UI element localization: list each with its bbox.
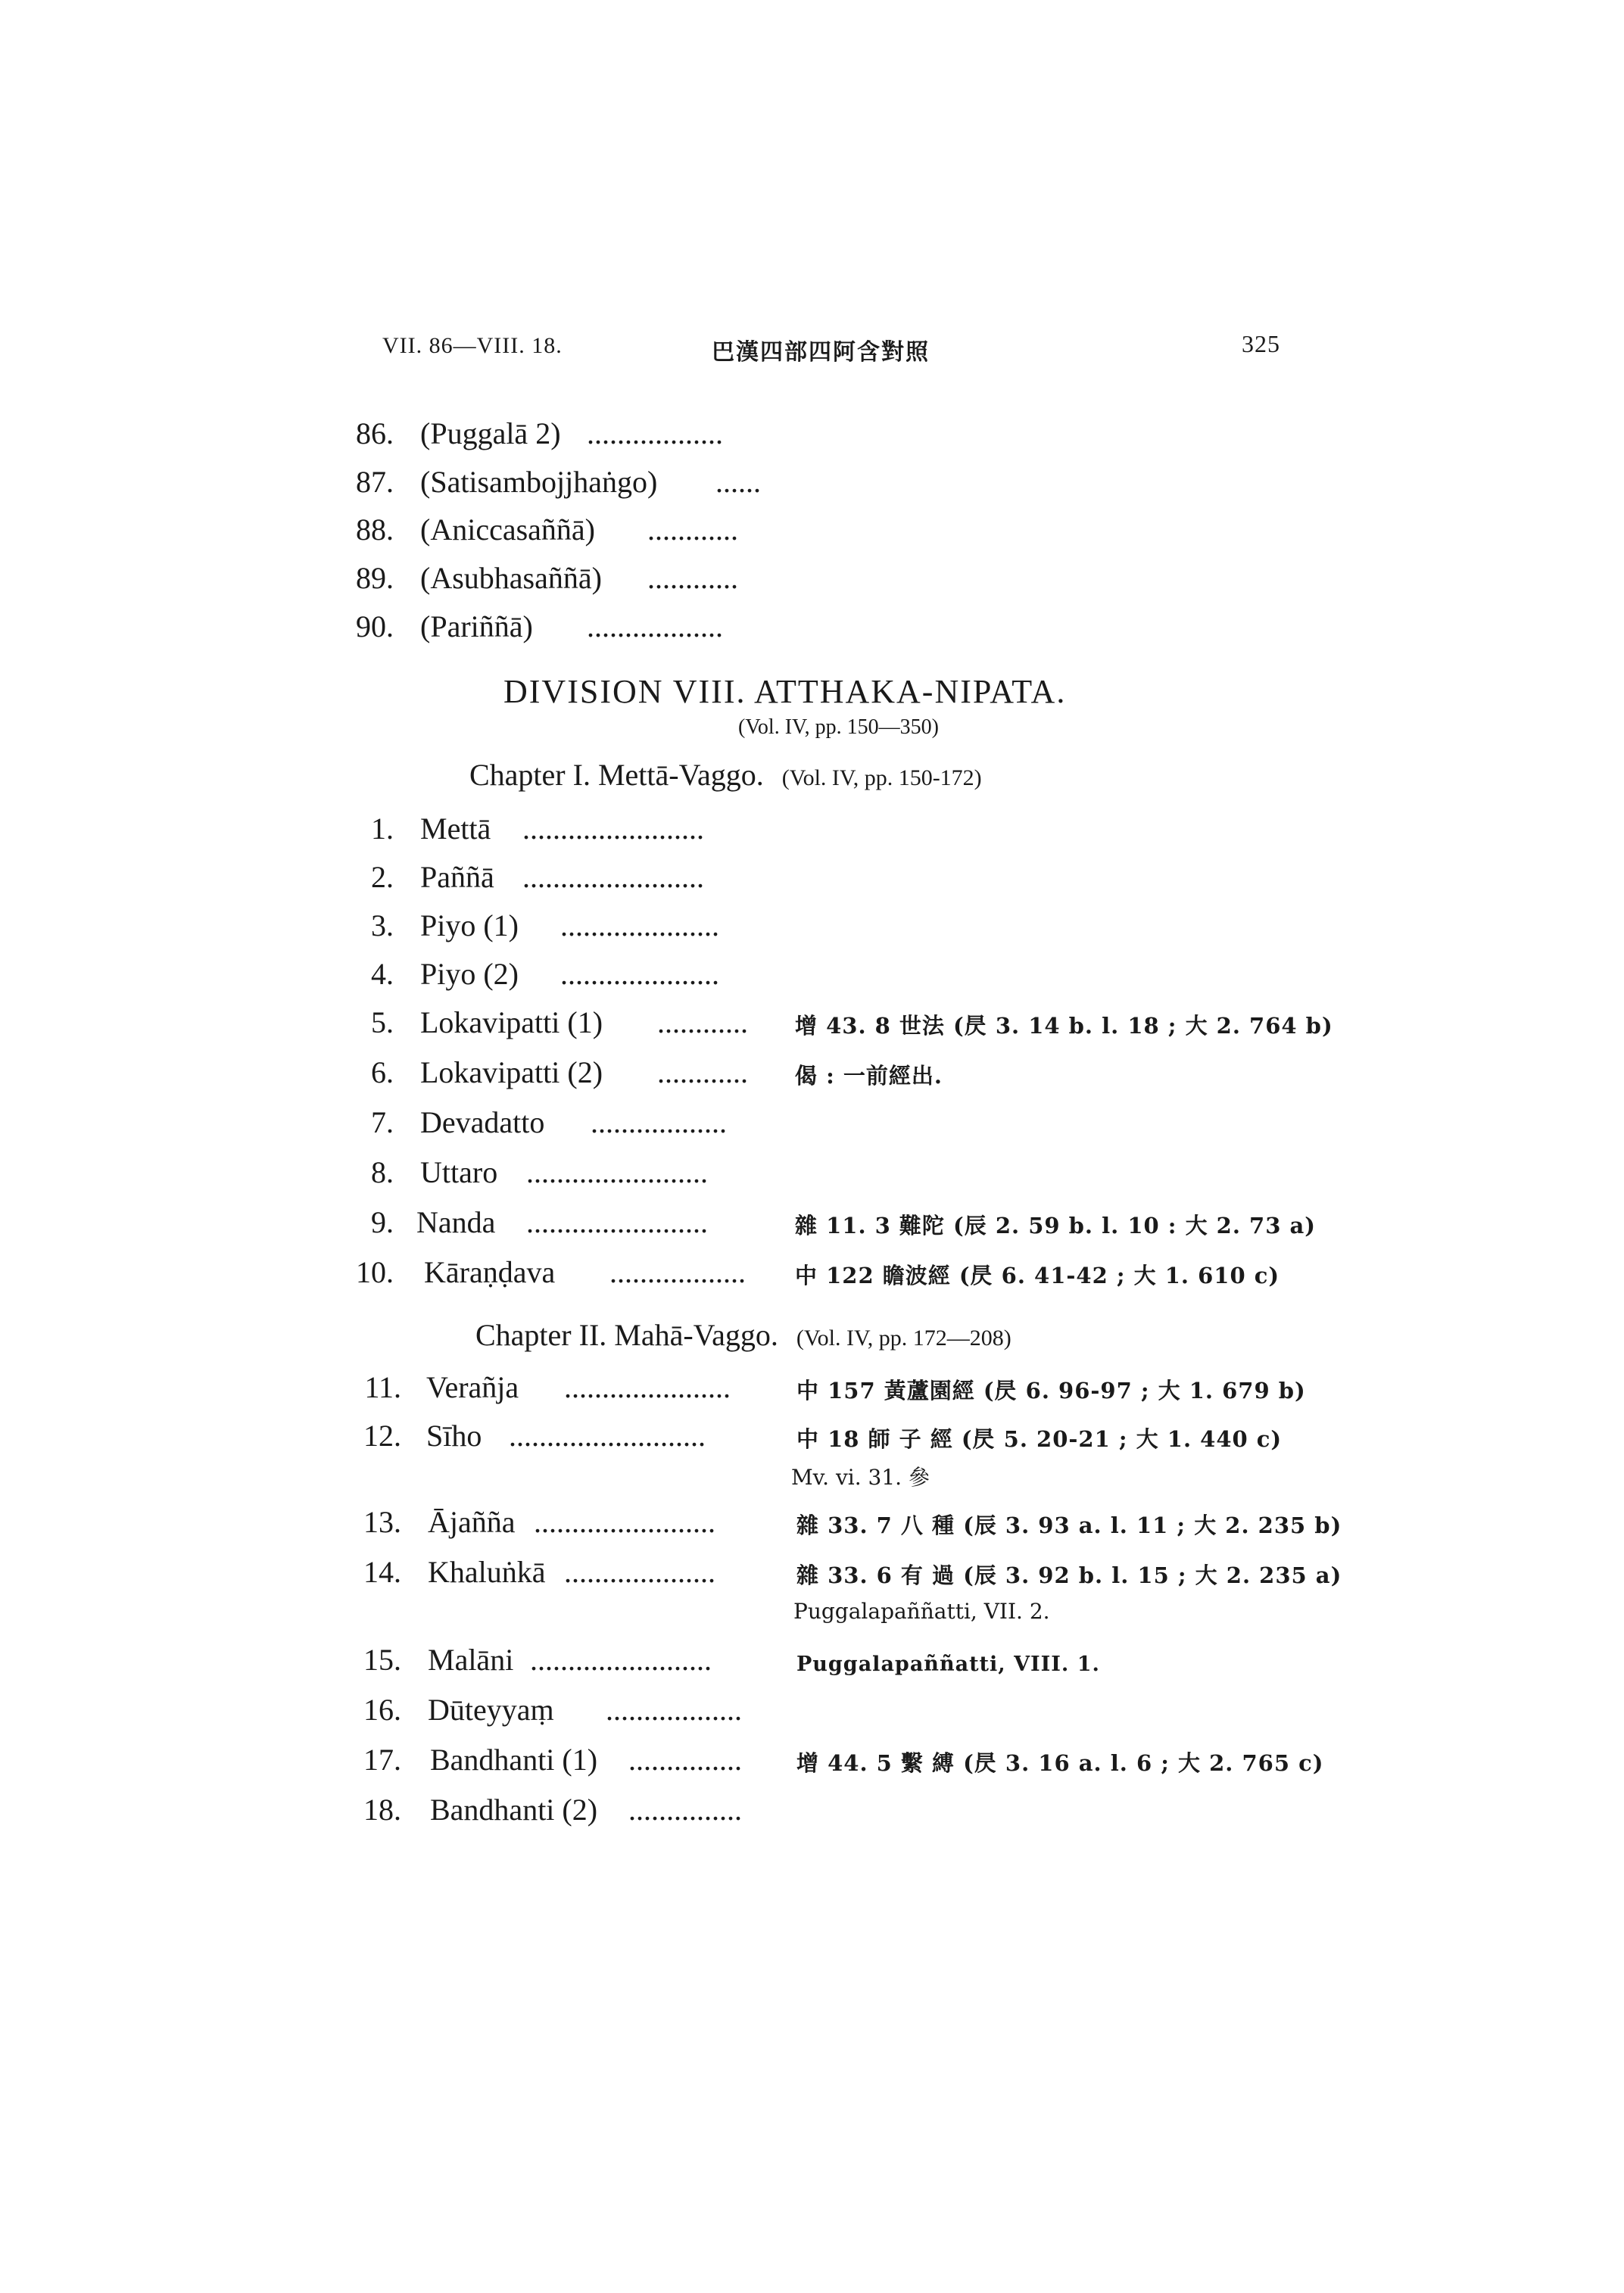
entry-reference: 增 44. 5 繫 縛 (昃 3. 16 a. l. 6 ; 大 2. 765 c): [796, 1750, 1324, 1776]
entry-title: Lokavipatti (1): [420, 1005, 603, 1039]
entry-leader-dots: .....................: [560, 908, 719, 942]
entry-title: Lokavipatti (2): [420, 1055, 603, 1089]
chapter-range: (Vol. IV, pp. 150-172): [781, 765, 982, 790]
entry-title: (Puggalā 2): [420, 416, 561, 450]
entry-leader-dots: ..................: [606, 1693, 742, 1727]
entry-title: Dūteyyaṃ: [428, 1693, 554, 1727]
division-subtitle: (Vol. IV, pp. 150—350): [738, 715, 939, 739]
division-title: DIVISION VIII. ATTHAKA-NIPATA.: [503, 673, 1067, 710]
entry-title: (Asubhasaññā): [420, 561, 602, 595]
running-header-left: VII. 86—VIII. 18.: [382, 333, 563, 358]
entry-leader-dots: ......: [715, 465, 761, 499]
entry-number: 8.: [371, 1155, 394, 1189]
entry-number: 86.: [356, 416, 394, 450]
entry-leader-dots: ......................: [564, 1370, 731, 1404]
entry-leader-dots: ..................: [587, 416, 723, 450]
entry-number: 12.: [363, 1419, 401, 1453]
chapter-range: (Vol. IV, pp. 172—208): [796, 1326, 1011, 1351]
entry-number: 1.: [371, 812, 394, 846]
entry-reference: Puggalapaññatti, VIII. 1.: [796, 1653, 1100, 1676]
entry-number: 16.: [363, 1693, 401, 1727]
entry-number: 14.: [363, 1555, 401, 1589]
entry-number: 3.: [371, 908, 394, 942]
entry-reference: 雜 33. 7 八 種 (辰 3. 93 a. l. 11 ; 大 2. 235 b): [796, 1513, 1342, 1538]
entry-number: 7.: [371, 1105, 394, 1139]
entry-title: Uttaro: [420, 1155, 498, 1189]
entry-title: Malāni: [428, 1643, 514, 1677]
entry-leader-dots: ............: [647, 512, 738, 547]
entry-reference: 雜 11. 3 難陀 (辰 2. 59 b. l. 10 : 大 2. 73 a): [795, 1213, 1317, 1238]
entry-reference: 增 43. 8 世法 (昃 3. 14 b. l. 18 ; 大 2. 764 b): [795, 1013, 1333, 1039]
entry-leader-dots: ..........................: [509, 1419, 706, 1453]
entry-title: Nanda: [416, 1205, 496, 1239]
entry-reference: 中 122 瞻波經 (昃 6. 41-42 ; 大 1. 610 c): [795, 1263, 1280, 1288]
entry-number: 18.: [363, 1793, 401, 1827]
entry-title: Devadatto: [420, 1105, 545, 1139]
entry-number: 13.: [363, 1505, 401, 1539]
entry-leader-dots: .....................: [560, 957, 719, 991]
entry-number: 88.: [356, 512, 394, 547]
entry-title: (Satisambojjhaṅgo): [420, 465, 658, 499]
entry-title: (Pariññā): [420, 609, 533, 643]
entry-number: 5.: [371, 1005, 394, 1039]
entry-reference: 中 157 黃蘆園經 (昃 6. 96-97 ; 大 1. 679 b): [796, 1378, 1306, 1404]
entry-leader-dots: ...............: [628, 1793, 742, 1827]
entry-reference: 雜 33. 6 有 過 (辰 3. 92 b. l. 15 ; 大 2. 235 a): [796, 1562, 1342, 1588]
entry-leader-dots: ........................: [522, 812, 704, 846]
entry-number: 89.: [356, 561, 394, 595]
chapter-heading: [469, 757, 982, 793]
entry-number: 6.: [371, 1055, 394, 1089]
entry-leader-dots: ........................: [534, 1505, 715, 1539]
entry-leader-dots: ............: [647, 561, 738, 595]
entry-leader-dots: ..................: [609, 1255, 746, 1289]
entry-leader-dots: ........................: [530, 1643, 712, 1677]
page-number: 325: [1242, 330, 1280, 357]
entry-title: (Aniccasaññā): [420, 512, 595, 547]
entry-title: Mettā: [420, 812, 491, 846]
cross-reference-note: Puggalapaññatti, VII. 2.: [793, 1599, 1050, 1624]
entry-number: 17.: [363, 1743, 401, 1777]
entry-reference: 偈 : 一前經出.: [795, 1063, 943, 1089]
entry-leader-dots: ............: [657, 1005, 748, 1039]
entry-reference: 中 18 師 子 經 (昃 5. 20-21 ; 大 1. 440 c): [796, 1426, 1283, 1452]
entry-number: 87.: [356, 465, 394, 499]
entry-leader-dots: ...............: [628, 1743, 742, 1777]
entry-leader-dots: ........................: [526, 1205, 708, 1239]
entry-leader-dots: ..................: [591, 1105, 727, 1139]
entry-title: Kāraṇḍava: [424, 1255, 556, 1289]
entry-title: Piyo (1): [420, 908, 519, 942]
entry-title: Bandhanti (1): [430, 1743, 598, 1777]
entry-title: Paññā: [420, 860, 494, 894]
entry-title: Ājañña: [428, 1505, 516, 1539]
entry-leader-dots: ..................: [587, 609, 723, 643]
entry-number: 90.: [356, 609, 394, 643]
entry-title: Khaluṅkā: [428, 1555, 546, 1589]
entry-leader-dots: ........................: [526, 1155, 708, 1189]
entry-title: Bandhanti (2): [430, 1793, 598, 1827]
entry-title: Verañja: [426, 1370, 519, 1404]
running-header-title: 巴漢四部四阿含對照: [712, 339, 930, 366]
entry-leader-dots: ............: [657, 1055, 748, 1089]
chapter-heading: [475, 1317, 1011, 1353]
entry-number: 9.: [371, 1205, 394, 1239]
entry-leader-dots: ........................: [522, 860, 704, 894]
entry-number: 10.: [356, 1255, 394, 1289]
entry-number: 4.: [371, 957, 394, 991]
cross-reference-note: Mv. vi. 31. 參: [791, 1465, 930, 1490]
chapter-title: Chapter I. Mettā-Vaggo.: [469, 758, 764, 792]
entry-number: 2.: [371, 860, 394, 894]
entry-leader-dots: ....................: [564, 1555, 715, 1589]
entry-number: 15.: [363, 1643, 401, 1677]
entry-title: Piyo (2): [420, 957, 519, 991]
entry-title: Sīho: [426, 1419, 482, 1453]
entry-number: 11.: [364, 1370, 401, 1404]
chapter-title: Chapter II. Mahā-Vaggo.: [475, 1318, 778, 1352]
